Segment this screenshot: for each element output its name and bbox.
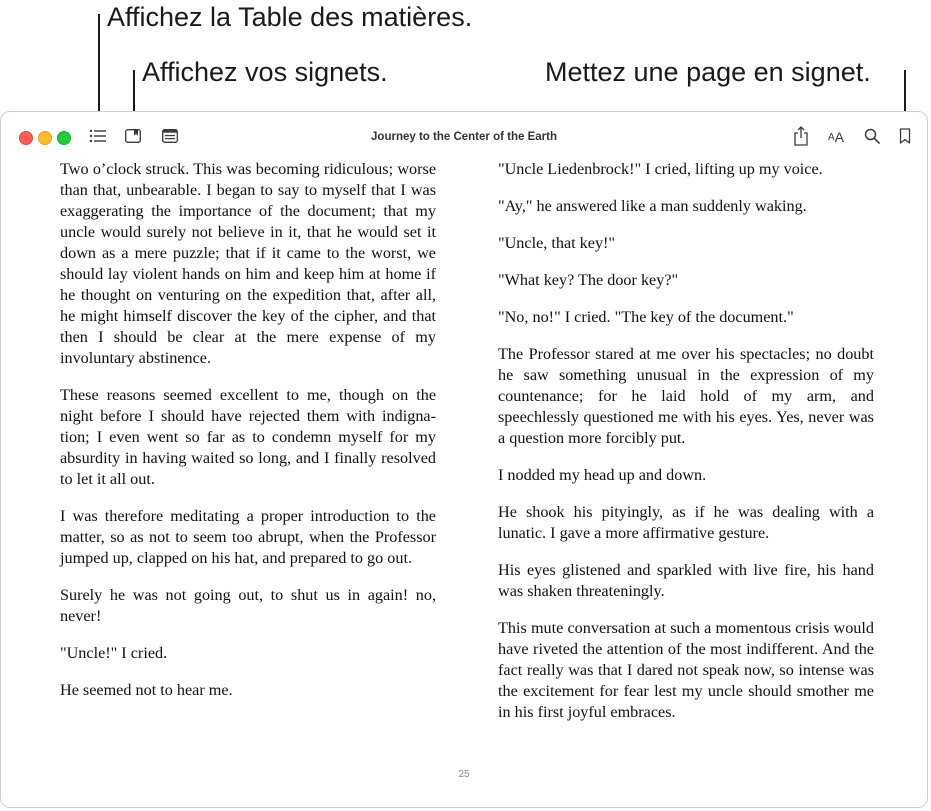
paragraph: Surely he was not going out, to shut us in again! no, never! <box>60 586 436 625</box>
toolbar <box>1 112 927 160</box>
callout-bookmarks: Affichez vos signets. <box>142 57 388 87</box>
callout-add-bookmark: Mettez une page en signet. <box>545 57 871 87</box>
paragraph: I was therefore meditating a proper introduction to the matter, so as not to seem too abrupt, when the Professor jumped up, clapped on his hat, and prepared to go out. <box>60 507 436 567</box>
page-number: 25 <box>458 769 470 780</box>
paragraph: The Professor stared at me over his spectacles; no doubt he saw something unusual in the expression of my countenance; for he laid hold of my arm, and speechlessly questioned me with his eyes. Yes, never was a question more forcibly put. <box>498 345 874 447</box>
paragraph: "Uncle, that key!" <box>498 234 616 252</box>
paragraph: "Uncle Liedenbrock!" I cried, lifting up my voice. <box>498 160 823 178</box>
callout-table-of-contents: Affichez la Table des matières. <box>107 2 473 32</box>
paragraph: I nodded my head up and down. <box>498 466 707 484</box>
share-icon[interactable] <box>791 125 811 147</box>
paragraph: He seemed not to hear me. <box>60 681 233 699</box>
paragraph: This mute conversation at such a momentous crisis would have riveted the attention of the most indifferent. And the fact really was that I dared not speak now, so intense was the excitement for fear lest my uncle should smother me in his first joyful embraces. <box>498 619 874 721</box>
search-icon[interactable] <box>863 127 881 145</box>
paragraph: "What key? The door key?" <box>498 271 679 289</box>
paragraph: These reasons seemed excellent to me, though on the night before I should have rejected them with indignation; I even went so far as to condemn myself for my absurdity in having waited so long, and I finally resolved to let it all out. <box>60 386 436 488</box>
text-size-icon[interactable] <box>825 127 847 147</box>
paragraph: "Ay," he answered like a man suddenly waking. <box>498 197 807 215</box>
text-size-small-glyph: A <box>827 131 835 143</box>
book-title: Journey to the Center of the Earth <box>371 131 557 143</box>
paragraph: He shook his pityingly, as if he was dealing with a lunatic. I gave a more affirmative gesture. <box>498 503 874 542</box>
paragraph: Two o’clock struck. This was becoming ridiculous; worse than that, unbearable. I began to say to myself that I was exaggerating the importance of the document; that my uncle would surely not believe in it, that he would set it down as a mere puzzle; that if it came to the worst, we should lay violent hands on him and keep him at home if he thought on venturing on the expedition that, after all, he might himself discover the key of the cipher, and that then I should be clear at the mere expense of my involuntary abstinence. <box>60 160 436 367</box>
bookmark-icon[interactable] <box>897 127 913 145</box>
paragraph: "Uncle!" I cried. <box>60 644 168 662</box>
right-page-column <box>498 159 874 739</box>
paragraph: His eyes glistened and sparkled with live fire, his hand was shaken threateningly. <box>498 561 874 600</box>
text-size-big-glyph: A <box>834 129 844 145</box>
books-window <box>0 111 928 808</box>
paragraph: "No, no!" I cried. "The key of the document." <box>498 308 794 326</box>
leader-line-toc <box>98 14 100 119</box>
left-page-column <box>60 159 436 717</box>
